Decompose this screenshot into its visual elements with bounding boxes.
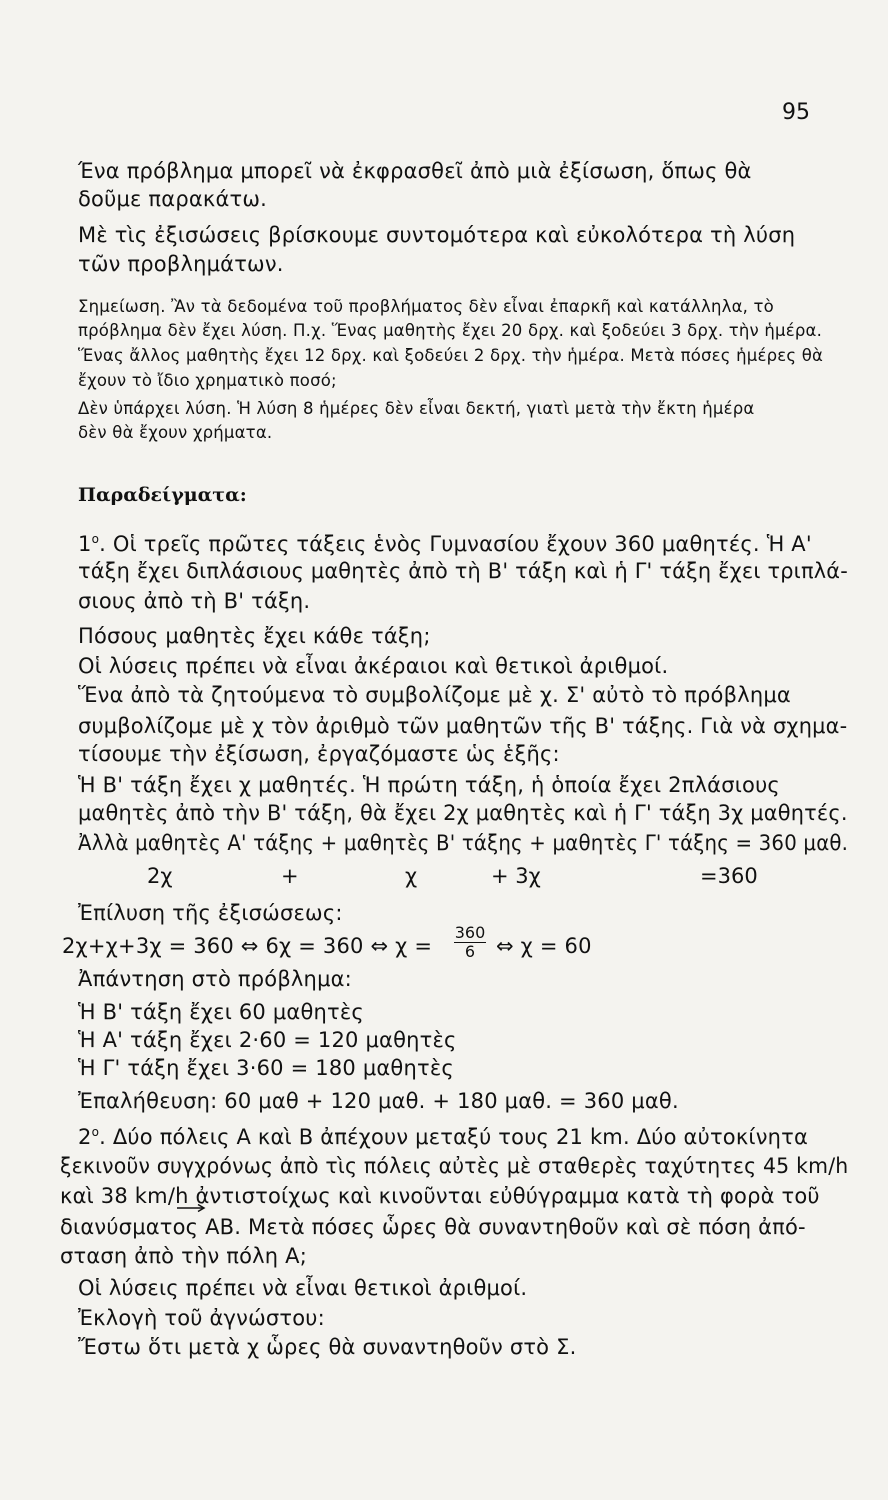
example1-line: μαθητὲς ἀπὸ τὴν Β' τάξη, θὰ ἔχει 2χ μαθητὲς καὶ ἡ Γ' τάξη 3χ μαθητές. xyxy=(78,801,848,825)
example1-line: Ἡ Β' τάξη ἔχει χ μαθητές. Ἡ πρώτη τάξη, ἡ ὁποία ἔχει 2πλάσιους xyxy=(78,773,780,797)
intro-line: Ένα πρόβλημα μπορεῖ νὰ ἐκφρασθεῖ ἀπὸ μιὰ ἐξίσωση, ὅπως θὰ xyxy=(78,159,752,183)
example2-line: . Δύο πόλεις Α καὶ Β ἀπέχουν μεταξύ τους 21 km. Δύο αὐτοκίνητα xyxy=(99,1125,809,1149)
answer-line: Ἡ Γ' τάξη ἔχει 3·60 = 180 μαθητὲς xyxy=(78,1056,454,1080)
example2-line: καὶ 38 km/h ἀντιστοίχως καὶ κινοῦνται εὐθύγραμμα κατὰ τὴ φορὰ τοῦ xyxy=(60,1184,820,1208)
example1-line: Ἕνα ἀπὸ τὰ ζητούμενα τὸ συμβολίζομε μὲ χ. Σ' αὐτὸ τὸ πρόβλημα xyxy=(78,683,791,707)
example1-line: συμβολίζομε μὲ χ τὸν ἀριθμὸ τῶν μαθητῶν τῆς Β' τάξης. Γιὰ νὰ σχημα- xyxy=(78,714,848,738)
example1-line: . Οἱ τρεῖς πρῶτες τάξεις ἑνὸς Γυμνασίου ἔχουν 360 μαθητές. Ἡ Α' xyxy=(99,532,812,556)
verification-line: Ἐπαλήθευση: 60 μαθ + 120 μαθ. + 180 μαθ. = 360 μαθ. xyxy=(78,1089,679,1113)
note-line: δὲν θὰ ἔχουν χρήματα. xyxy=(78,423,273,442)
fraction xyxy=(448,924,492,961)
example1-line: Οἱ λύσεις πρέπει νὰ εἶναι ἀκέραιοι καὶ θετικοὶ ἀριθμοί. xyxy=(78,654,669,678)
equation-term: 2χ xyxy=(147,864,173,888)
solve-result: ⇔ χ = 60 xyxy=(496,934,592,958)
answer-label: Ἀπάντηση στὸ πρόβλημα: xyxy=(78,967,352,991)
example1-line: Ἀλλὰ μαθητὲς Α' τάξης + μαθητὲς Β' τάξης + μαθητὲς Γ' τάξης = 360 μαθ. xyxy=(78,831,849,855)
equation-term: + 3χ xyxy=(491,864,541,888)
solve-label: Ἐπίλυση τῆς ἐξισώσεως: xyxy=(78,901,343,925)
example2-number: 2 xyxy=(78,1125,92,1149)
example2-line: Οἱ λύσεις πρέπει νὰ εἶναι θετικοὶ ἀριθμοί. xyxy=(78,1276,528,1300)
intro-line: δοῦμε παρακάτω. xyxy=(78,187,268,211)
example2-line: σταση ἀπὸ τὴν πόλη Α; xyxy=(60,1244,308,1268)
answer-line: Ἡ Α' τάξη ἔχει 2·60 = 120 μαθητὲς xyxy=(78,1028,457,1052)
example2-line: διανύσματος ΑΒ. Μετὰ πόσες ὧρες θὰ συναντηθοῦν καὶ σὲ πόση ἀπό- xyxy=(60,1215,806,1239)
note-line: Σημείωση. Ἂν τὰ δεδομένα τοῦ προβλήματος δὲν εἶναι ἐπαρκῆ καὶ κατάλληλα, τὸ xyxy=(78,297,774,316)
fraction-denominator: 6 xyxy=(464,942,476,961)
page-number: 95 xyxy=(782,100,810,125)
equation-term: + xyxy=(281,864,299,888)
example1-line: σιους ἀπὸ τὴ Β' τάξη. xyxy=(78,589,311,613)
equation-term: =360 xyxy=(700,864,758,888)
example1-number: 1 xyxy=(78,532,92,556)
equation-term: χ xyxy=(405,864,418,888)
example1-first-line xyxy=(78,526,838,557)
intro-line: τῶν προβλημάτων. xyxy=(78,252,284,276)
intro-line: Μὲ τὶς ἐξισώσεις βρίσκουμε συντομότερα καὶ εὐκολότερα τὴ λύση xyxy=(78,223,796,247)
example2-line: ξεκινοῦν συγχρόνως ἀπὸ τὶς πόλεις αὐτὲς μὲ σταθερὲς ταχύτητες 45 km/h xyxy=(60,1154,849,1178)
vector-arrow-icon xyxy=(176,1203,206,1213)
example1-line: τάξη ἔχει διπλάσιους μαθητὲς ἀπὸ τὴ Β' τάξη καὶ ἡ Γ' τάξη ἔχει τριπλά- xyxy=(78,559,848,583)
note-line: ἔχουν τὸ ἴδιο χρηματικὸ ποσό; xyxy=(78,371,337,390)
equation-row xyxy=(0,864,888,894)
examples-heading: Παραδείγματα: xyxy=(78,484,247,506)
example2-line: Ἐκλογὴ τοῦ ἀγνώστου: xyxy=(78,1306,325,1330)
note-line: Ἕνας ἄλλος μαθητὴς ἔχει 12 δρχ. καὶ ξοδεύει 2 δρχ. τὴν ἡμέρα. Μετὰ πόσες ἡμέρες θὰ xyxy=(78,346,824,365)
note-line: πρόβλημα δὲν ἔχει λύση. Π.χ. Ἕνας μαθητὴς ἔχει 20 δρχ. καὶ ξοδεύει 3 δρχ. τὴν ἡμέρα. xyxy=(78,321,823,340)
solve-steps: 2χ+χ+3χ = 360 ⇔ 6χ = 360 ⇔ χ = xyxy=(62,934,433,958)
answer-line: Ἡ Β' τάξη ἔχει 60 μαθητὲς xyxy=(78,1000,364,1024)
note-line: Δὲν ὑπάρχει λύση. Ἡ λύση 8 ἡμέρες δὲν εἶναι δεκτή, γιατὶ μετὰ τὴν ἔκτη ἡμέρα xyxy=(78,399,755,418)
example1-number-suffix: ο xyxy=(91,532,100,546)
example2-first-line xyxy=(78,1119,838,1150)
example2-number-suffix: ο xyxy=(91,1125,100,1139)
example2-line: Ἔστω ὅτι μετὰ χ ὧρες θὰ συναντηθοῦν στὸ Σ. xyxy=(78,1335,577,1359)
example1-line: τίσουμε τὴν ἐξίσωση, ἐργαζόμαστε ὡς ἑξῆς: xyxy=(78,742,560,766)
example1-question: Πόσους μαθητὲς ἔχει κάθε τάξη; xyxy=(78,624,431,648)
fraction-numerator: 360 xyxy=(454,923,486,942)
